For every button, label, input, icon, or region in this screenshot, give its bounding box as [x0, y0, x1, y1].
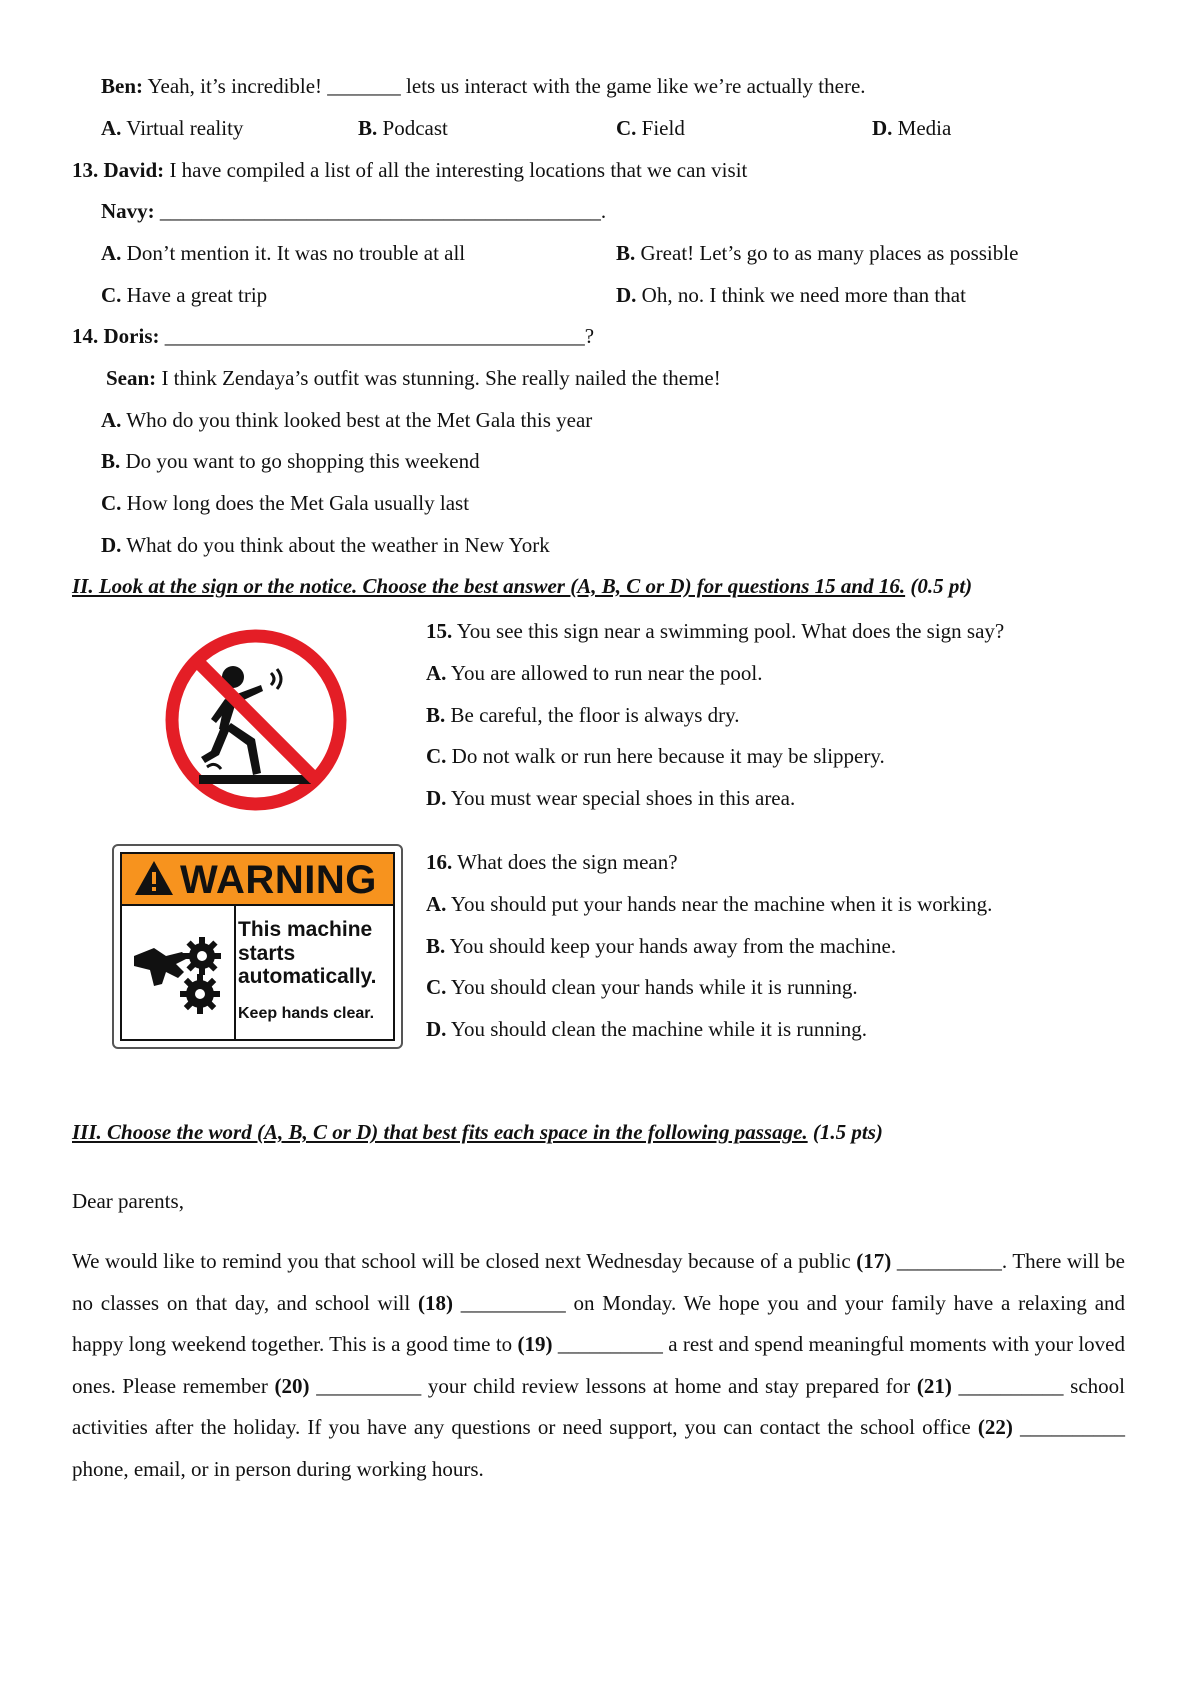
- blank-number: (17): [856, 1249, 892, 1273]
- section-2-heading: II. Look at the sign or the notice. Choose the best answer (A, B, C or D) for questions 15 and 16. (0.5 pt): [72, 574, 973, 598]
- q13-speaker: David:: [98, 158, 165, 182]
- q16-number: 16.: [426, 850, 453, 874]
- q14-option-b[interactable]: B. Do you want to go shopping this weekend: [101, 449, 480, 473]
- q15-option-b[interactable]: B. Be careful, the floor is always dry.: [426, 703, 740, 727]
- q12-option-a[interactable]: A. Virtual reality: [101, 116, 244, 140]
- q13-option-b[interactable]: B. Great! Let’s go to as many places as possible: [616, 241, 1019, 265]
- blank-number: (20): [274, 1373, 310, 1398]
- q14-number: 14.: [72, 324, 99, 348]
- q14-option-d[interactable]: D. What do you think about the weather in New York: [101, 533, 550, 557]
- q12-text: Yeah, it’s incredible! _______ lets us interact with the game like we’re actually there.: [143, 74, 866, 98]
- q16-option-a[interactable]: A. You should put your hands near the machine when it is working.: [426, 892, 993, 916]
- blank-number: (18): [418, 1290, 453, 1315]
- section-3-heading: III. Choose the word (A, B, C or D) that best fits each space in the following passage. (1.5 pts): [72, 1120, 883, 1144]
- answer-blank: ________________________________________?: [159, 324, 595, 348]
- q13-option-a[interactable]: A. Don’t mention it. It was no trouble at all: [101, 241, 466, 265]
- blank-number: (19): [517, 1332, 553, 1357]
- q15-option-a[interactable]: A. You are allowed to run near the pool.: [426, 661, 763, 685]
- q13-option-c[interactable]: C. Have a great trip: [101, 283, 268, 307]
- q14-speaker: Doris:: [98, 324, 160, 348]
- q13-reply: Navy: __________________________________________.: [101, 199, 607, 223]
- q14-option-a[interactable]: A. Who do you think looked best at the Met Gala this year: [101, 408, 593, 432]
- q16-prompt: 16. What does the sign mean?: [426, 850, 678, 874]
- q12-option-d[interactable]: D. Media: [872, 116, 952, 140]
- q12-option-c[interactable]: C. Field: [616, 116, 685, 140]
- warning-line-1: This machine: [238, 918, 373, 941]
- q15-number: 15.: [426, 619, 453, 643]
- q12-speaker: Ben:: [101, 74, 143, 98]
- q15-option-c[interactable]: C. Do not walk or run here because it may be slippery.: [426, 744, 885, 768]
- warning-sign-header: [120, 852, 395, 904]
- q12-prompt: [101, 76, 866, 97]
- warning-line-2: starts: [238, 942, 296, 965]
- answer-blank: __________________________________________.: [154, 199, 607, 223]
- divider: [234, 906, 236, 1039]
- q14-reply: Sean: I think Zendaya’s outfit was stunning. She really nailed the theme!: [106, 366, 721, 390]
- blank-number: (22): [977, 1415, 1013, 1440]
- q13-number: 13.: [72, 158, 99, 182]
- warning-title: WARNING: [180, 858, 377, 902]
- q14-option-c[interactable]: C. How long does the Met Gala usually last: [101, 491, 470, 515]
- q16-option-b[interactable]: B. You should keep your hands away from the machine.: [426, 934, 897, 958]
- q15-prompt: 15. You see this sign near a swimming pool. What does the sign say?: [426, 619, 1005, 643]
- letter-greeting: Dear parents,: [72, 1189, 184, 1213]
- hand-gears-icon: [132, 926, 228, 1026]
- warning-line-4: Keep hands clear.: [238, 1005, 375, 1022]
- q13-option-d[interactable]: D. Oh, no. I think we need more than that: [616, 283, 966, 307]
- letter-passage: We would like to remind you that school will be closed next Wednesday because of a public (17) __________. There will be no classes on that day, and school will (18) __________ on Monday. We hope you and your family have a relaxing and happy long weekend together. This is a good time to (19) __________ a rest and spend meaningful moments with your loved ones. Please remember (20) __________ your child review lessons at home and stay prepared for (21) __________ school activities after the holiday. If you have any questions or need support, you can contact the school office (22) __________ phone, email, or in person during working hours.: [72, 1249, 1126, 1481]
- warning-sign: [112, 844, 403, 1049]
- no-running-slippery-sign: [163, 627, 349, 813]
- q13-prompt: 13. David: I have compiled a list of all the interesting locations that we can visit: [72, 158, 748, 182]
- blank-number: (21): [916, 1373, 952, 1398]
- q12-option-b[interactable]: B. Podcast: [358, 116, 448, 140]
- q16-option-c[interactable]: C. You should clean your hands while it is running.: [426, 975, 858, 999]
- alert-triangle-icon: [134, 860, 174, 896]
- warning-line-3: automatically.: [238, 965, 377, 988]
- q16-option-d[interactable]: D. You should clean the machine while it is running.: [426, 1017, 867, 1041]
- q14-prompt: [72, 326, 594, 347]
- q15-option-d[interactable]: D. You must wear special shoes in this area.: [426, 786, 796, 810]
